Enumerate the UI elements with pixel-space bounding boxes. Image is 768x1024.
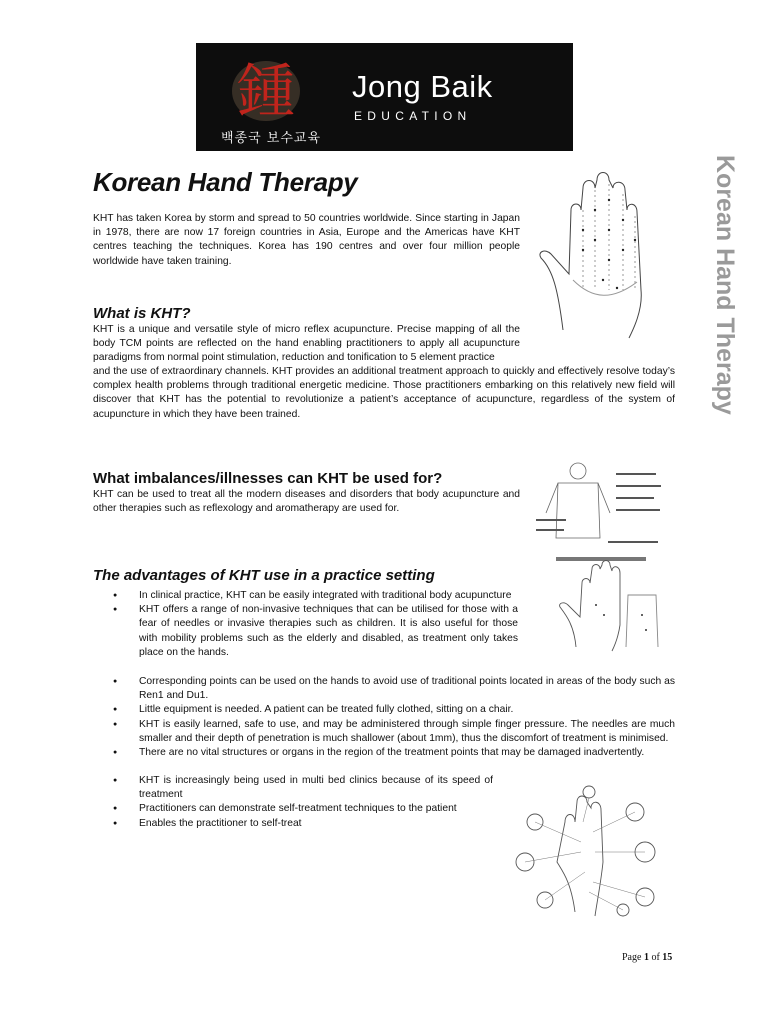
list-item: ● KHT is increasingly being used in multi bed clinics because of its speed of treatment	[113, 774, 493, 802]
list-item: ● Little equipment is needed. A patient can be treated fully clothed, sitting on a chair.	[113, 703, 675, 717]
what-is-paragraph-upper: KHT is a unique and versatile style of micro reflex acupuncture. Precise mapping of all the body TCM points are reflected on the hand enabling practitioners to apply all acupuncture paradigms from normal point stimulation, reduction and tonification to 5 element practice	[93, 324, 520, 364]
side-title	[705, 155, 745, 460]
korean-caption: 백종국 보수교육	[221, 131, 322, 146]
page-title: Korean Hand Therapy	[93, 167, 358, 197]
intro-paragraph: KHT has taken Korea by storm and spread to 50 countries worldwide. Since starting in Japan in 1978, there are now 17 foreign countries in Asia, Europe and the Americas have KHT centres teaching the techniques. Korea has 190 centres and over four million people worldwide have taken training.	[93, 213, 520, 267]
section-heading-advantages: The advantages of KHT use in a practice setting	[93, 567, 435, 584]
list-item: ● Corresponding points can be used on the hands to avoid use of traditional points located in areas of the body such as Ren1 and Du1.	[113, 675, 675, 703]
list-item: ● Enables the practitioner to self-treat	[113, 817, 493, 831]
list-item: ● KHT is easily learned, safe to use, and may be administered through simple finger pressure. The needles are much smaller and their depth of penetration is much shallower (about 1mm), thus the discomfort of treatment is minimised.	[113, 718, 675, 746]
hand-organ-map-image	[505, 782, 675, 924]
what-is-paragraph-lower: and the use of extraordinary channels. KHT provides an additional treatment approach to quickly and effectively resolve today’s complex health problems through traditional energetic medicine. Those practitioners embarking on this relatively new field will discover that KHT has the potential to revolutionize a patient’s acceptance of acupuncture, regardless of the system of acupuncture in which they have been trained.	[93, 366, 675, 420]
advantages-list-short	[113, 774, 493, 831]
logo-mark	[226, 49, 306, 129]
hand-diagram-image	[556, 555, 676, 655]
list-item: ● There are no vital structures or organs in the region of the treatment points that may be damaged inadvertently.	[113, 746, 675, 760]
advantages-list-narrow	[113, 589, 518, 660]
list-item: ● Practitioners can demonstrate self-treatment techniques to the patient	[113, 802, 493, 816]
list-item: ● In clinical practice, KHT can be easily integrated with traditional body acupuncture	[113, 589, 518, 603]
header-banner	[196, 43, 573, 151]
hand-acupoint-chart-image	[533, 170, 673, 340]
logo-glyph: 鍾	[236, 57, 296, 125]
advantages-list-wide	[113, 675, 675, 760]
brand-name: Jong Baik	[352, 69, 493, 104]
torso-point-chart-image	[528, 453, 675, 553]
section-heading-imbalances: What imbalances/illnesses can KHT be used for?	[93, 470, 443, 487]
side-title-text: Korean Hand Therapy	[711, 155, 739, 415]
page-number: Page 1 of 15	[622, 952, 673, 963]
brand-subtitle: EDUCATION	[354, 109, 472, 123]
list-item: ● KHT offers a range of non-invasive techniques that can be utilised for those with a fear of needles or invasive therapies such as children. It is also useful for those with mobility problems such as the elderly and disabled, as treatment only takes place on the hands.	[113, 603, 518, 660]
imbalances-paragraph: KHT can be used to treat all the modern diseases and disorders that body acupuncture and other therapies such as reflexology and aromatherapy are used for.	[93, 489, 520, 515]
section-heading-what-is: What is KHT?	[93, 305, 191, 322]
